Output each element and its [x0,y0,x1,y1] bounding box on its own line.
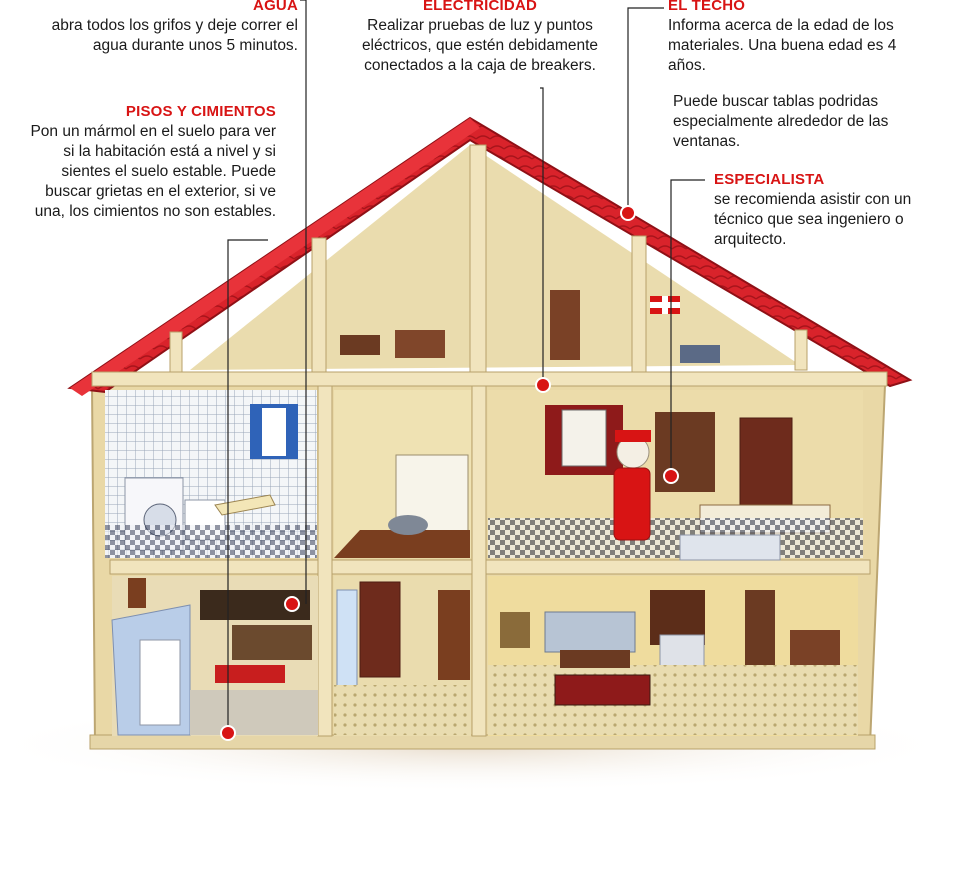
kitchen-picture [128,578,146,608]
entry-floor [334,685,471,735]
agua-marker [285,597,299,611]
agua-text: abra todos los grifos y deje correr el agua durante unos 5 minutos. [51,17,298,54]
picture-frames [680,535,780,560]
figure-body [614,468,650,540]
kitchen-floor [190,690,318,735]
techo-leader [628,8,664,213]
bookshelf [655,412,715,492]
especialista-marker [664,469,678,483]
attic-box [680,345,720,363]
attic-post [170,332,182,372]
electricidad-marker [536,378,550,392]
rug [555,675,650,705]
wall-divider [472,386,486,736]
electricidad-title: ELECTRICIDAD [422,0,538,14]
stairs [438,590,470,680]
electricidad-text: Realizar pruebas de luz y puntos eléctricos, que estén debidamente conectados a la caja de breakers. [361,17,599,74]
agua-annotation [40,0,298,56]
middle-floor [110,560,870,574]
techo-marker [621,206,635,220]
tv [500,612,530,648]
refrigerator [140,640,180,725]
front-door [360,582,400,677]
bedroom-door [740,418,792,508]
figure-cap [615,430,651,442]
attic-desk [395,330,445,358]
attic-table [340,335,380,355]
attic-floor [92,372,887,386]
techo-title: EL TECHO [668,0,746,14]
wall-divider [318,386,332,736]
attic-post [632,236,646,372]
bathroom-curtain [262,408,286,456]
techo-extra-text: Puede buscar tablas podridas especialmente alrededor de las ventanas. [673,93,889,150]
living-floor [488,665,858,735]
attic-post [795,330,807,370]
attic-flag-cross [650,302,680,308]
bedroom-floor [488,518,863,558]
techo-extra-annotation [673,92,923,152]
kitchen-table [215,665,285,683]
pisos-marker [221,726,235,740]
especialista-title: ESPECIALISTA [714,171,825,188]
kitchen-counter [232,625,312,660]
pisos-title: PISOS Y CIMIENTOS [125,103,276,120]
pisos-text: Pon un mármol en el suelo para ver si la habitación está a nivel y si sientes el suelo estable. Puede buscar grietas en el exterior, si ve una, los cimientos no son estables. [30,123,276,220]
attic-shelf [550,290,580,360]
coffee-table [560,650,630,668]
base-floor [90,735,875,749]
techo-text: Informa acerca de la edad de los materiales. Una buena edad es 4 años. [668,17,897,74]
especialista-annotation [714,170,944,250]
bathroom-floor [105,525,317,558]
especialista-text: se recomienda asistir con un técnico que sea ingeniero o arquitecto. [714,191,912,248]
sofa [545,612,635,652]
vacuum-cleaner [388,515,428,535]
attic-post [312,238,326,372]
attic-post [470,145,486,375]
agua-title: AGUA [253,0,298,14]
techo-annotation [668,0,938,76]
bedroom-window [562,410,606,466]
pisos-annotation [30,102,276,222]
electricidad-annotation [360,0,600,76]
